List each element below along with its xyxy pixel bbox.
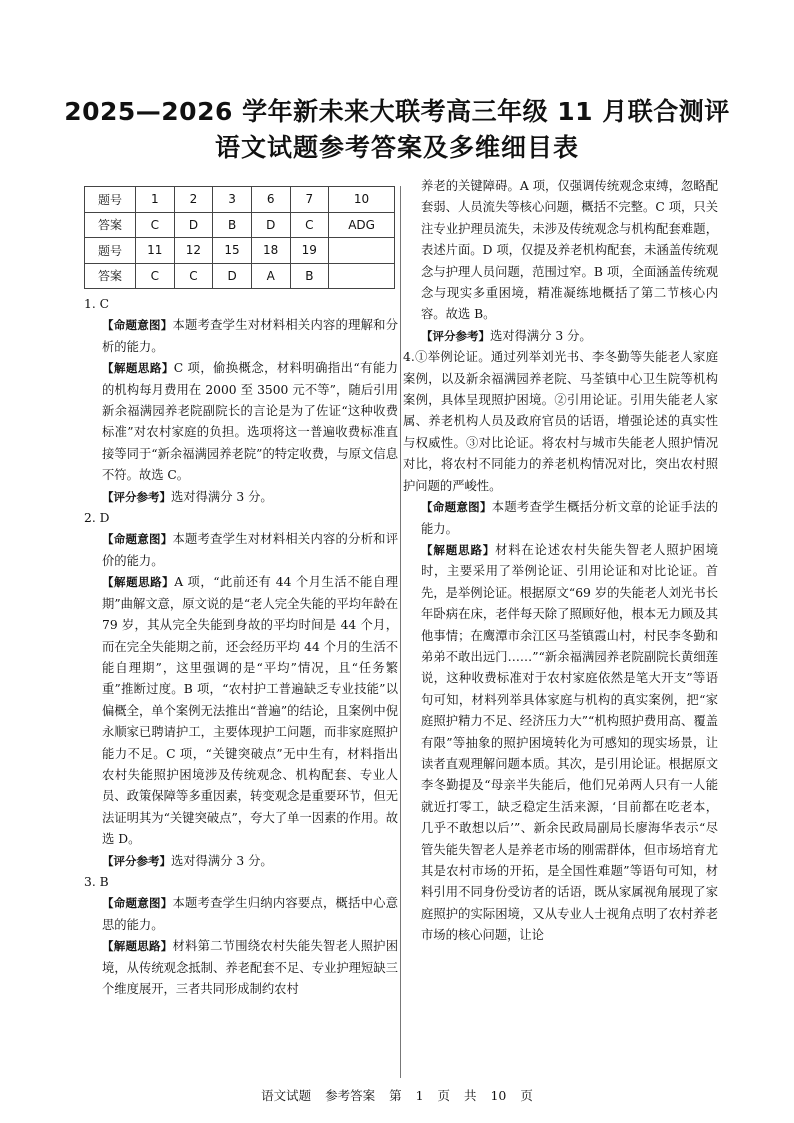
q2-number: 2. D [84,511,110,526]
answer-table-header-cell: 题号 [85,238,136,264]
answer-table-cell: 1 [136,187,175,213]
answer-table-row [85,263,395,289]
answer-table-cell: 10 [329,187,395,213]
page-title: 2025—2026 学年新未来大联考高三年级 11 月联合测评 [64,97,730,126]
answer-table-cell: D [174,212,213,238]
q1-idea-text: C 项，偷换概念，材料明确指出“有能力的机构每月费用在 2000 至 3500 元不等”，随后引用新余福满园养老院副院长的言论是为了佐证“这种收费标准”对农村家庭的负担。选项将这一普遍收费标准直接等同于“新余福满园养老院”的特定收费，与原文信息不符。故选 C。 [102,361,399,483]
idea-tag: 【解题思路】 [102,575,175,590]
q3-intent [84,893,398,936]
right-column [403,176,718,947]
left-column [84,294,398,1000]
answer-table-cell: 7 [290,187,329,213]
answer-table [84,186,395,289]
answer-table-cell: 18 [251,238,290,264]
answer-table-cell: 15 [213,238,252,264]
answer-table-cell: C [136,212,175,238]
q4-number: 4. [403,350,415,365]
answer-table-header-cell: 答案 [85,212,136,238]
q2-intent [84,529,398,572]
score-tag: 【评分参考】 [102,489,171,504]
q3-score-text: 选对得满分 3 分。 [490,328,592,343]
answer-table-cell [329,263,395,289]
q3-score [403,326,718,347]
answer-table-cell: 19 [290,238,329,264]
answer-table-cell: C [174,263,213,289]
q4-idea-text: 材料在论述农村失能失智老人照护困境时，主要采用了举例论证、引用论证和对比论证。首先，是举例论证。根据原文“69 岁的失能老人刘光书长年卧病在床，老伴每天除了照顾好他，根本无力顾及其他事情；在鹰潭市余江区马荃镇霞山村，村民李冬勤和弟弟不敢出远门……”“新余福满园养老院副院长黄细莲说，这种收费标准对于农村家庭依然是笔大开支”等语句可知，材料列举具体家庭与机构的真实案例，把“家庭照护精力不足、经济压力大”“机构照护费用高、覆盖有限”等抽象的照护困境转化为可感知的现实场景，让读者直观理解问题本质。其次，是引用论证。根据原文李冬勤提及“母亲半失能后，他们兄弟两人只有一人能就近打零工，缺乏稳定生活来源，‘目前都在吃老本，几乎不敢想以后’”、新余民政局副局长廖海华表示“尽管失能失智老人是养老市场的刚需群体，但市场培育尤其是农村市场的开拓，是全国性难题”等语句可知，材料引用不同身份受访者的话语，既从家属视角展现了家庭照护的实际困境，又从专业人士视角点明了农村养老市场的核心问题，让论 [421,542,718,943]
answer-table-row [85,187,395,213]
q3-idea [84,936,398,1000]
q4-answer [403,347,718,497]
score-tag: 【评分参考】 [102,853,171,868]
q4-intent-text: 本题考查学生概括分析文章的论证手法的能力。 [421,500,718,536]
q3-number: 3. B [84,874,109,889]
column-divider [400,186,401,1078]
answer-table-header-cell: 题号 [85,187,136,213]
q1-intent [84,315,398,358]
intent-tag: 【命题意图】 [421,500,492,515]
q1-intent-text: 本题考查学生对材料相关内容的理解和分析的能力。 [102,318,398,354]
q2-idea-text: A 项，“此前还有 44 个月生活不能自理期”曲解文意，原文说的是“老人完全失能的平均年龄在 79 岁，其从完全失能到身故的平均时间是 44 个月，而在完全失能期之前，还会经历平均 44 个月的生活不能自理期”，这里强调的是“平均”情况，且“任务繁重”推断过度。B 项，“农村护工普遍缺乏专业技能”以偏概全，单个案例无法推出“普遍”的结论，且案例中倪永顺家已聘请护工，主要体现护工问题，而非家庭照护能力不足。C 项，“关键突破点”无中生有，材料指出农村失能照护困境涉及传统观念、机构配套、专业人员、政策保障等多重因素，转变观念是重要环节，但无法证明其为“关键突破点”，夸大了单一因素的作用。故选 D。 [102,575,399,847]
answer-table-cell: ADG [329,212,395,238]
page-subtitle: 语文试题参考答案及多维细目表 [214,133,579,162]
answer-table-cell: D [251,212,290,238]
page-footer: 语文试题 参考答案 第 1 页 共 10 页 [261,1088,533,1103]
answer-table-cell: 3 [213,187,252,213]
idea-tag: 【解题思路】 [421,542,496,557]
answer-table-row [85,238,395,264]
q3-idea-text: 材料第二节围绕农村失能失智老人照护困境，从传统观念抵制、养老配套不足、专业护理短缺三个维度展开，三者共同形成制约农村 [102,939,398,996]
intent-tag: 【命题意图】 [102,532,173,547]
answer-table-row [85,212,395,238]
answer-table-cell: D [213,263,252,289]
q3-idea-continued: 养老的关键障碍。A 项，仅强调传统观念束缚，忽略配套弱、人员流失等核心问题，概括不完整。C 项，只关注专业护理员流失，未涉及传统观念与机构配套难题，表述片面。D 项，仅提及养老机构配套，未涵盖传统观念与护理人员问题，范围过窄。B 项，全面涵盖传统观念与现实多重困境，精准凝练地概括了第二节核心内容。故选 B。 [421,179,718,322]
q2-intent-text: 本题考查学生对材料相关内容的分析和评价的能力。 [102,532,398,568]
q4-answer-text: ①举例论证。通过列举刘光书、李冬勤等失能老人家庭案例，以及新余福满园养老院、马荃镇中心卫生院等机构案例，具体呈现照护困境。②引用论证。引用失能老人家属、养老机构人员及政府官员的话语，增强论述的真实性与权威性。③对比论证。将农村与城市失能老人照护情况对比，将农村不同能力的养老机构情况对比，突出农村照护问题的严峻性。 [403,350,718,493]
answer-table-cell: C [136,263,175,289]
answer-table-cell [329,238,395,264]
idea-tag: 【解题思路】 [102,361,174,376]
q2-idea [84,572,398,850]
answer-table-cell: B [213,212,252,238]
answer-table-cell: 12 [174,238,213,264]
answer-table-cell: 6 [251,187,290,213]
q1-idea [84,358,398,486]
idea-tag: 【解题思路】 [102,939,173,954]
q4-intent [403,497,718,540]
answer-table-cell: A [251,263,290,289]
answer-table-cell: 2 [174,187,213,213]
q1-score-text: 选对得满分 3 分。 [171,489,273,504]
answer-table-cell: 11 [136,238,175,264]
score-tag: 【评分参考】 [421,328,490,343]
answer-table-cell: B [290,263,329,289]
intent-tag: 【命题意图】 [102,318,173,333]
q2-score-text: 选对得满分 3 分。 [171,853,273,868]
answer-table-header-cell: 答案 [85,263,136,289]
answer-table-cell: C [290,212,329,238]
intent-tag: 【命题意图】 [102,896,173,911]
q1-number: 1. C [84,297,110,311]
q1-score [84,487,398,508]
q3-intent-text: 本题考查学生归纳内容要点，概括中心意思的能力。 [102,896,398,932]
q2-score [84,851,398,872]
q4-idea [403,540,718,947]
